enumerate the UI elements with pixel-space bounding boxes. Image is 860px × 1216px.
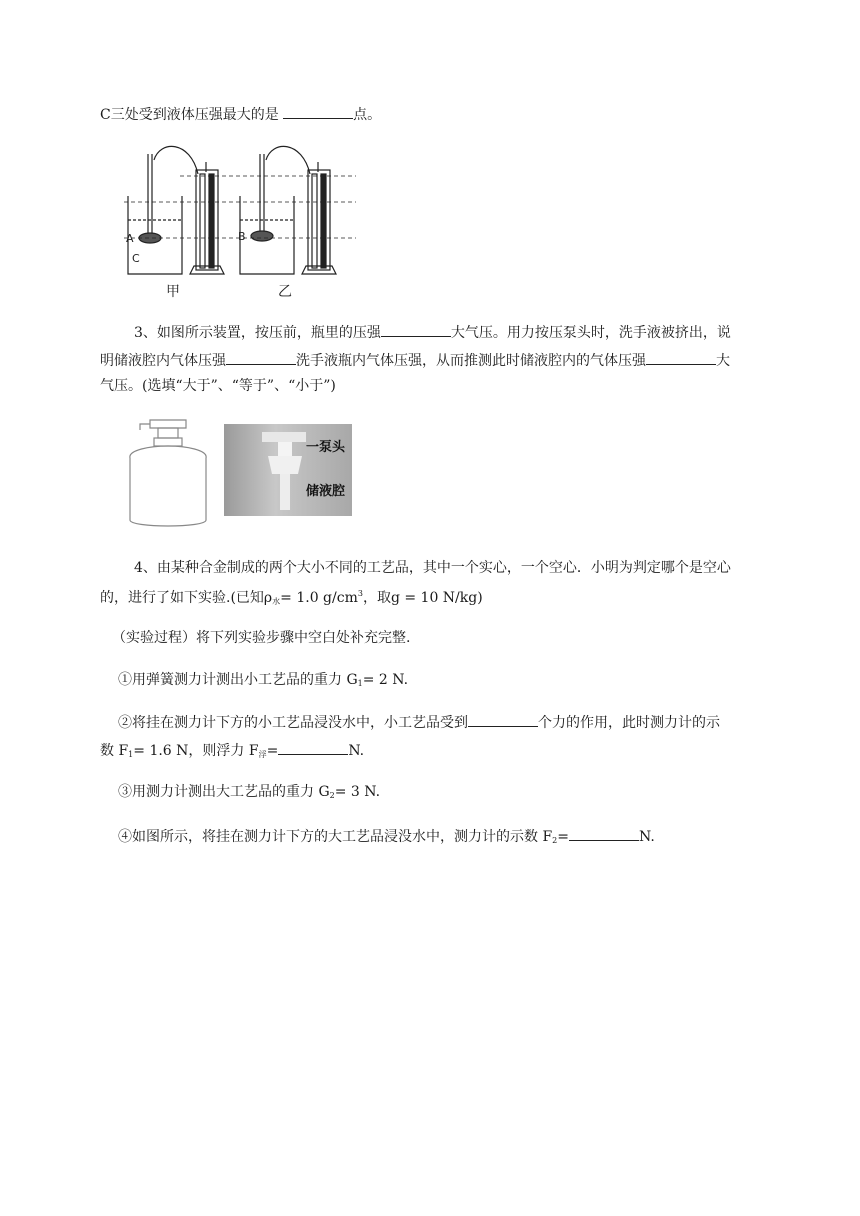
q3-text-3: 气压。(选填“大于”、“等于”、“小于”) (100, 378, 336, 394)
q3-line-2 (100, 350, 730, 371)
q3-text-2c: 大 (716, 353, 730, 369)
cm-superscript: 3 (357, 589, 363, 598)
q4-step-2-cont (100, 740, 364, 765)
q3-line-1 (134, 322, 731, 343)
chamber-label: 储液腔 (306, 484, 346, 499)
soap-bottle-figure (120, 412, 210, 532)
pressure-gauge-figure (120, 140, 360, 300)
q4-step-2 (118, 712, 720, 733)
q3-text-1b: 大气压。用力按压泵头时，洗手液被挤出，说 (450, 325, 731, 341)
q3-text-1a: 3、如图所示装置，按压前，瓶里的压强 (134, 325, 381, 341)
answer-blank[interactable] (646, 350, 716, 365)
q4-step-3 (118, 782, 380, 806)
step2c-sub2: 浮 (258, 750, 267, 759)
q2-tail-line (100, 104, 381, 125)
label-a: A (126, 232, 134, 245)
pump-photo (224, 424, 352, 516)
step2c-b: = 1.6 N，则浮力 F (133, 743, 259, 759)
q4-line-2 (100, 584, 483, 612)
label-c: C (132, 252, 140, 265)
q4-step-4 (118, 826, 655, 851)
step1-b: = 2 N. (362, 672, 409, 688)
step2-a: ②将挂在测力计下方的小工艺品浸没水中，小工艺品受到 (118, 715, 468, 731)
step4-b: = (557, 829, 569, 845)
step1-sub: 1 (357, 679, 363, 688)
answer-blank[interactable] (468, 712, 538, 727)
step1-a: ①用弹簧测力计测出小工艺品的重力 G (118, 672, 358, 688)
step3-a: ③用测力计测出大工艺品的重力 G (118, 784, 330, 800)
step2-b: 个力的作用，此时测力计的示 (538, 715, 720, 731)
q4-step-1 (118, 670, 408, 694)
q2-tail-text: C三处受到液体压强最大的是 (100, 107, 284, 123)
q3-line-3 (100, 376, 336, 396)
step2c-a: 数 F (100, 743, 129, 759)
label-yi: 乙 (278, 284, 292, 300)
q3-text-2b: 洗手液瓶内气体压强，从而推测此时储液腔内的气体压强 (296, 353, 646, 369)
q4-process (112, 628, 410, 648)
answer-blank[interactable] (283, 104, 353, 119)
step4-a: ④如图所示，将挂在测力计下方的大工艺品浸没水中，测力计的示数 F (118, 829, 553, 845)
step4-c: N. (639, 829, 655, 845)
step2c-d: N. (348, 743, 365, 759)
step3-sub: 2 (329, 791, 335, 800)
step2c-sub: 1 (128, 750, 134, 759)
answer-blank[interactable] (381, 322, 451, 337)
answer-blank[interactable] (278, 740, 348, 755)
step2c-c: = (266, 743, 279, 759)
q3-text-2a: 明储液腔内气体压强 (100, 353, 226, 369)
q4-text-1: 4、由某种合金制成的两个大小不同的工艺品，其中一个实心，一个空心．小明为判定哪个是空心 (134, 560, 731, 576)
q4-text-2a: 的，进行了如下实验.(已知ρ (100, 590, 273, 606)
q2-tail-end: 点。 (353, 107, 382, 123)
rho-subscript: 水 (272, 597, 281, 606)
step4-sub: 2 (552, 836, 558, 845)
answer-blank[interactable] (569, 826, 639, 841)
step3-b: = 3 N. (334, 784, 381, 800)
pump-label: 一泵头 (306, 440, 346, 455)
q4-line-1 (134, 558, 731, 578)
answer-blank[interactable] (226, 350, 296, 365)
q4-text-2b: = 1.0 g/cm (280, 590, 358, 606)
q4-text-2c: ，取g = 10 N/kg) (362, 590, 483, 606)
process-text: （实验过程）将下列实验步骤中空白处补充完整. (112, 630, 411, 646)
label-b: B (238, 230, 246, 243)
label-jia: 甲 (166, 284, 180, 300)
